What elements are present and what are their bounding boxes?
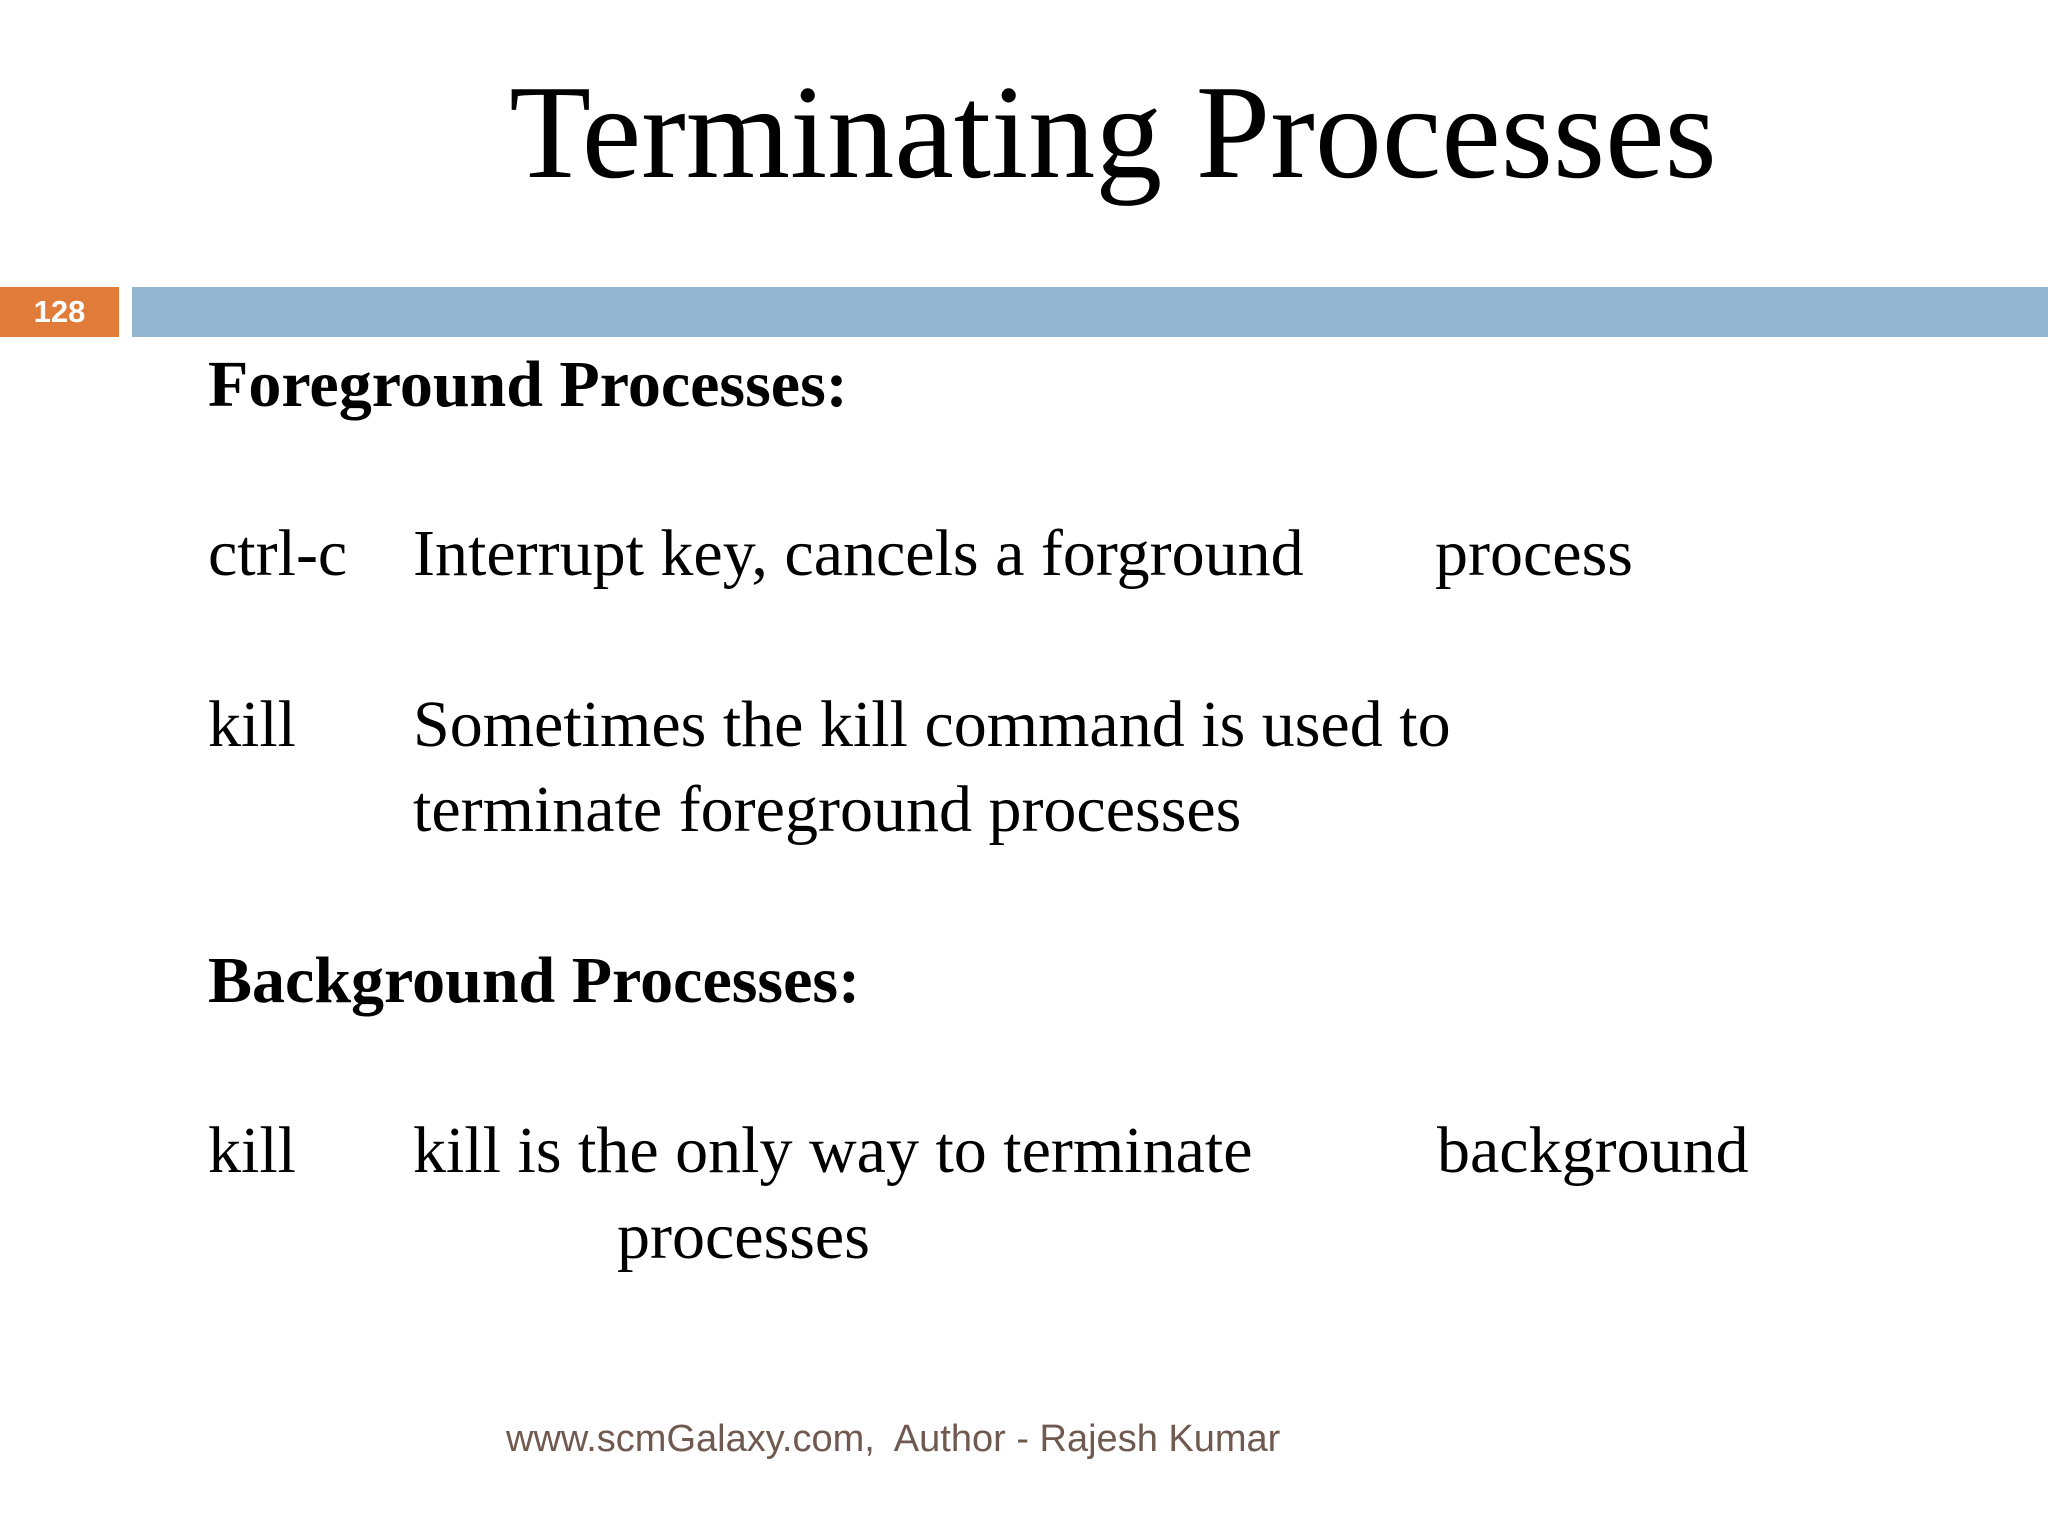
item-description: kill is the only way to terminate xyxy=(413,1114,1253,1187)
item-key: kill xyxy=(208,688,297,761)
background-heading: Background Processes: xyxy=(208,944,861,1017)
item-description-continuation: process xyxy=(1435,517,1633,590)
item-key: kill xyxy=(208,1114,297,1187)
slide-number-badge: 128 xyxy=(0,287,119,337)
footer-credit: www.scmGalaxy.com, Author - Rajesh Kumar xyxy=(506,1418,1281,1460)
foreground-heading: Foreground Processes: xyxy=(208,348,848,421)
item-key: ctrl-c xyxy=(208,517,348,590)
title-divider-bar xyxy=(132,287,2048,337)
slide-title: Terminating Processes xyxy=(509,58,1717,206)
item-description-continuation: background xyxy=(1437,1114,1749,1187)
item-description-continuation: terminate foreground processes xyxy=(413,773,1242,846)
item-description: Sometimes the kill command is used to xyxy=(413,688,1451,761)
item-description: Interrupt key, cancels a forground xyxy=(413,517,1304,590)
item-description-line2: processes xyxy=(617,1200,870,1273)
